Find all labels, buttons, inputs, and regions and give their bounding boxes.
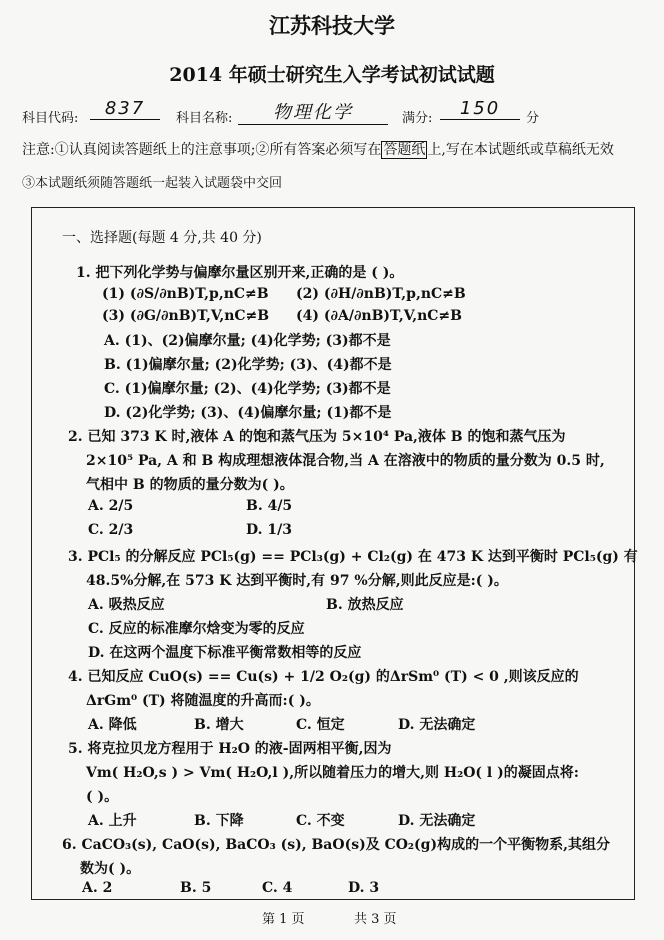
- q2-line-2: 2×10⁵ Pa, A 和 B 构成理想液体混合物,当 A 在溶液中的物质的量分数为 0.5 时,: [86, 453, 605, 469]
- q4-option-d: D. 无法确定: [398, 717, 476, 733]
- notice-line-2: ③本试题纸须随答题纸一起装入试题袋中交回: [22, 176, 283, 191]
- q4-line-1: 4. 已知反应 CuO(s) == Cu(s) + 1/2 O₂(g) 的ΔrSm⁰ (T) < 0 ,则该反应的: [68, 669, 579, 685]
- q3-line-1: 3. PCl₅ 的分解反应 PCl₅(g) == PCl₃(g) + Cl₂(g) 在 473 K 达到平衡时 PCl₅(g) 有: [68, 549, 638, 565]
- q2-option-d: D. 1/3: [246, 522, 292, 538]
- page-number: 第 1 页: [262, 912, 305, 927]
- full-score-label: 满分:: [402, 111, 433, 126]
- subject-name-label: 科目名称:: [176, 111, 233, 126]
- q3-option-b: B. 放热反应: [326, 597, 404, 613]
- q4-option-a: A. 降低: [88, 717, 137, 733]
- q2-option-a: A. 2/5: [88, 498, 134, 514]
- q3-option-d: D. 在这两个温度下标准平衡常数相等的反应: [88, 645, 362, 661]
- q1-formula-2: (2) (∂H/∂nB)T,p,nC≠B: [296, 286, 466, 302]
- q1-stem: 1. 把下列化学势与偏摩尔量区别开来,正确的是 ( )。: [76, 265, 404, 281]
- q1-formula-4: (4) (∂A/∂nB)T,V,nC≠B: [296, 308, 462, 324]
- section-heading: 一、选择题(每题 4 分,共 40 分): [62, 230, 262, 246]
- q5-line-2: Vm( H₂O,s ) > Vm( H₂O,l ),所以随着压力的增大,则 H₂O( l )的凝固点将:: [86, 765, 579, 781]
- q6-option-b: B. 5: [180, 880, 212, 896]
- q3-option-c: C. 反应的标准摩尔焓变为零的反应: [88, 621, 305, 637]
- school-name: 江苏科技大学: [269, 13, 395, 38]
- q5-option-a: A. 上升: [88, 813, 137, 829]
- q1-formula-1: (1) (∂S/∂nB)T,p,nC≠B: [102, 286, 269, 302]
- notice-label: 注意:: [22, 142, 55, 158]
- answer-sheet-box: 答题纸: [383, 142, 426, 158]
- q6-line-2: 数为( )。: [80, 861, 141, 877]
- q5-option-d: D. 无法确定: [398, 813, 476, 829]
- q2-line-3: 气相中 B 的物质的量分数为( )。: [86, 477, 294, 493]
- subject-name-value: 物理化学: [238, 98, 388, 125]
- full-score-value: 150: [440, 98, 520, 120]
- q1-option-a: A. (1)、(2)偏摩尔量; (4)化学势; (3)都不是: [104, 333, 391, 349]
- q6-option-d: D. 3: [348, 880, 380, 896]
- q2-option-c: C. 2/3: [88, 522, 134, 538]
- notice-text-b: 上,写在本试题纸或草稿纸无效: [427, 142, 614, 158]
- subject-code-value: 837: [90, 98, 160, 120]
- q3-option-a: A. 吸热反应: [88, 597, 165, 613]
- exam-title: 2014 年硕士研究生入学考试初试试题: [169, 64, 495, 86]
- q4-option-b: B. 增大: [194, 717, 244, 733]
- q5-line-1: 5. 将克拉贝龙方程用于 H₂O 的液-固两相平衡,因为: [68, 741, 392, 757]
- q6-line-1: 6. CaCO₃(s), CaO(s), BaCO₃ (s), BaO(s)及 CO₂(g)构成的一个平衡物系,其组分: [62, 837, 610, 853]
- notice-line-1: [22, 139, 614, 159]
- notice-text-a: ①认真阅读答题纸上的注意事项;②所有答案必须写在: [54, 142, 382, 158]
- q2-line-1: 2. 已知 373 K 时,液体 A 的饱和蒸气压为 5×10⁴ Pa,液体 B 的饱和蒸气压为: [68, 429, 566, 445]
- full-score-unit: 分: [526, 111, 540, 126]
- q1-option-b: B. (1)偏摩尔量; (2)化学势; (3)、(4)都不是: [104, 357, 392, 373]
- q5-option-c: C. 不变: [296, 813, 345, 829]
- q6-option-c: C. 4: [262, 880, 293, 896]
- q4-line-2: ΔrGm⁰ (T) 将随温度的升高而:( )。: [86, 693, 320, 709]
- q6-option-a: A. 2: [82, 880, 113, 896]
- page-total: 共 3 页: [354, 912, 397, 927]
- q1-option-c: C. (1)偏摩尔量; (2)、(4)化学势; (3)都不是: [104, 381, 391, 397]
- q1-option-d: D. (2)化学势; (3)、(4)偏摩尔量; (1)都不是: [104, 405, 392, 421]
- q4-option-c: C. 恒定: [296, 717, 345, 733]
- q1-formula-3: (3) (∂G/∂nB)T,V,nC≠B: [102, 308, 270, 324]
- subject-code-label: 科目代码:: [22, 111, 79, 126]
- q5-option-b: B. 下降: [194, 813, 244, 829]
- q5-line-3: ( )。: [86, 789, 119, 805]
- q3-line-2: 48.5%分解,在 573 K 达到平衡时,有 97 %分解,则此反应是:( )。: [86, 573, 508, 589]
- q2-option-b: B. 4/5: [246, 498, 293, 514]
